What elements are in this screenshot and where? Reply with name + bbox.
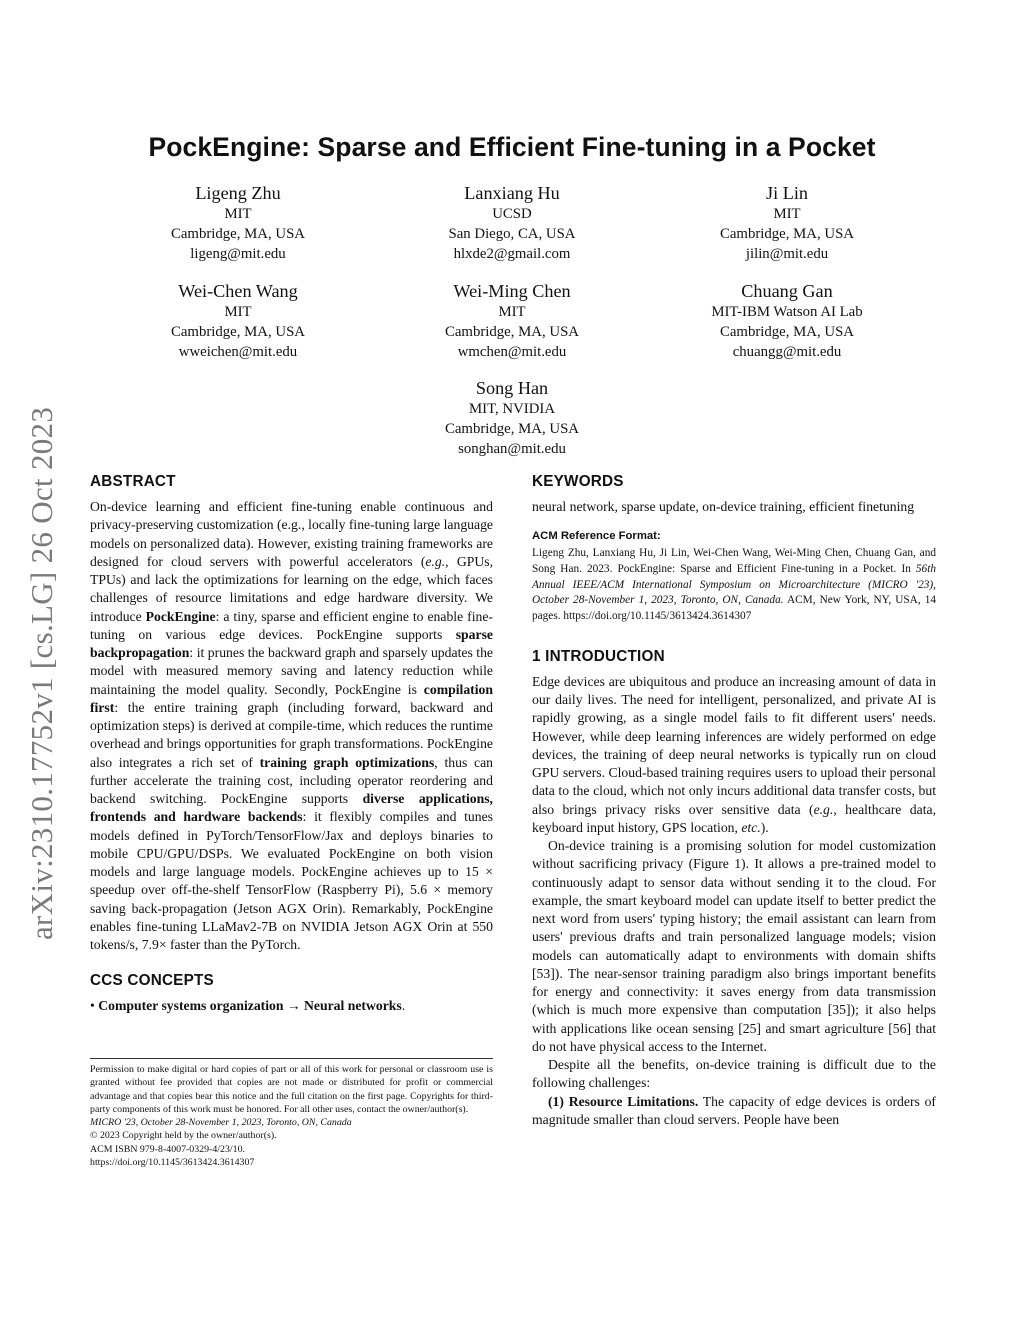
- author-email: ligeng@mit.edu: [190, 246, 286, 262]
- keywords-heading: KEYWORDS: [532, 473, 624, 490]
- permission-notice: [90, 1058, 493, 1169]
- author-email: chuangg@mit.edu: [732, 344, 842, 360]
- author-location: Cambridge, MA, USA: [445, 421, 579, 437]
- author-affiliation: MIT: [224, 304, 252, 320]
- author-name: Chuang Gan: [741, 281, 833, 301]
- author-location: Cambridge, MA, USA: [720, 226, 854, 242]
- ccs-heading: CCS CONCEPTS: [90, 972, 214, 990]
- isbn-line: ACM ISBN 979-8-4007-0329-4/23/10.: [90, 1143, 245, 1155]
- author-location: Cambridge, MA, USA: [171, 324, 305, 340]
- author-email: wweichen@mit.edu: [178, 344, 298, 360]
- author-email: songhan@mit.edu: [458, 441, 566, 457]
- author-block: [108, 280, 368, 362]
- author-affiliation: UCSD: [492, 206, 532, 222]
- right-column: [532, 472, 936, 1129]
- left-column: [90, 472, 493, 1016]
- doi-link[interactable]: https://doi.org/10.1145/3613424.3614307: [90, 1157, 255, 1169]
- acm-reference-text: Ligeng Zhu, Lanxiang Hu, Ji Lin, Wei-Chen Wang, Wei-Ming Chen, Chuang Gan, and Song Han. 2023. PockEngine: Sparse and Efficient Fine-tuning in a Pocket. In 56th Annual IEEE/ACM International Symposium on Microarchitecture (MICRO '23), October 28-November 1, 2023, Toronto, ON, Canada. ACM, New York, NY, USA, 14 pages. https://doi.org/10.1145/3613424.3614307: [532, 547, 936, 623]
- intro-paragraph: On-device training is a promising solution for model customization without sacrificing privacy (Figure 1). It allows a pre-trained model to continuously adapt to sensor data without sending it to the cloud. For example, the smart keyboard model can update itself to better predict the next word from users' typing history; the email assistant can learn from users' previous drafts and train personalized language models; vision models can automatically adapt to environments with domain shifts [53]). The near-sensor training paradigm also brings important benefits for energy and connectivity: it saves energy from data transmission (which is much more expensive than computation [35]); it also helps with applications like ocean sensing [25] and smart agriculture [56] that do not have physical access to the Internet.: [532, 838, 936, 1054]
- author-location: Cambridge, MA, USA: [445, 324, 579, 340]
- abstract-text: On-device learning and efficient fine-tuning enable continuous and privacy-preserving customization (e.g., locally fine-tuning large language models on personalized data). However, existing training frameworks are designed for cloud servers with powerful accelerators (e.g., GPUs, TPUs) and lack the optimizations for learning on the edge, which faces challenges of resource limitations and edge hardware diversity. We introduce PockEngine: a tiny, sparse and efficient engine to enable fine-tuning on various edge devices. PockEngine supports sparse backpropagation: it prunes the backward graph and sparsely updates the model with measured memory saving and latency reduction while maintaining the model quality. Secondly, PockEngine is compilation first: the entire training graph (including forward, backward and optimization steps) is derived at compile-time, which reduces the runtime overhead and brings opportunities for graph transformations. PockEngine also integrates a rich set of training graph optimizations, thus can further accelerate the training cost, including operator reordering and backend switching. PockEngine supports diverse applications, frontends and hardware backends: it flexibly compiles and tunes models defined in PyTorch/TensorFlow/Jax and deploys binaries to mobile CPU/GPU/DSPs. We evaluated PockEngine on both vision models and large language models. PockEngine achieves up to 15 × speedup over off-the-shelf TensorFlow (Raspberry Pi), 5.6 × memory saving back-propagation (Jetson AGX Orin). Remarkably, PockEngine enables fine-tuning LLaMav2-7B on NVIDIA Jetson AGX Orin at 550 tokens/s, 7.9× faster than the PyTorch.: [90, 499, 494, 952]
- author-affiliation: MIT: [773, 206, 801, 222]
- author-name: Song Han: [475, 378, 549, 398]
- author-name: Lanxiang Hu: [464, 183, 560, 203]
- paper-title: PockEngine: Sparse and Efficient Fine-tuning in a Pocket: [148, 132, 876, 162]
- author-email: wmchen@mit.edu: [457, 344, 567, 360]
- ccs-concepts: • Computer systems organization → Neural networks.: [90, 998, 406, 1014]
- author-name: Ji Lin: [766, 183, 808, 203]
- author-location: Cambridge, MA, USA: [720, 324, 854, 340]
- author-block: [382, 182, 642, 264]
- author-name: Wei-Ming Chen: [453, 281, 571, 301]
- author-name: Wei-Chen Wang: [178, 281, 298, 301]
- intro-paragraph: (1) Resource Limitations. The capacity of edge devices is orders of magnitude smaller than cloud servers. People have been: [532, 1093, 936, 1127]
- author-block: [382, 377, 642, 459]
- keywords-text: neural network, sparse update, on-device training, efficient finetuning: [532, 499, 915, 514]
- author-affiliation: MIT, NVIDIA: [468, 401, 556, 417]
- author-name: Ligeng Zhu: [195, 183, 281, 203]
- author-affiliation: MIT: [498, 304, 526, 320]
- abstract-heading: ABSTRACT: [90, 473, 176, 490]
- author-block: [108, 182, 368, 264]
- author-affiliation: MIT-IBM Watson AI Lab: [711, 304, 863, 320]
- author-affiliation: MIT: [224, 206, 252, 222]
- intro-paragraph: Despite all the benefits, on-device training is difficult due to the following challenges:: [532, 1057, 936, 1091]
- acm-reference: [532, 529, 936, 625]
- author-location: Cambridge, MA, USA: [171, 226, 305, 242]
- author-email: hlxde2@gmail.com: [453, 246, 571, 262]
- author-block: [657, 182, 917, 264]
- introduction-heading: 1 INTRODUCTION: [532, 647, 665, 665]
- author-block: [657, 280, 917, 362]
- copyright-line: © 2023 Copyright held by the owner/author(s).: [90, 1130, 277, 1142]
- conference-venue: MICRO '23, October 28-November 1, 2023, Toronto, ON, Canada: [90, 1117, 352, 1129]
- acm-reference-heading: ACM Reference Format:: [532, 530, 661, 543]
- arxiv-identifier: arXiv:2310.17752v1 [cs.LG] 26 Oct 2023: [24, 406, 59, 940]
- intro-paragraph: Edge devices are ubiquitous and produce an increasing amount of data in our daily lives. The need for intelligent, personalized, and private AI is rapidly growing, as a single model fails to fit different users' needs. However, while deep learning inferences are widely performed on edge devices, the training of deep neural networks is typically run on cloud GPU servers. Cloud-based training requires users to upload their personal data to the cloud, which not only incurs additional data transfer costs, but also brings privacy risks over sensitive data (e.g., healthcare data, keyboard input history, GPS location, etc.).: [532, 673, 936, 835]
- author-location: San Diego, CA, USA: [448, 226, 576, 242]
- author-email: jilin@mit.edu: [745, 246, 829, 262]
- author-block: [382, 280, 642, 362]
- permission-text: Permission to make digital or hard copies of part or all of this work for personal or classroom use is granted without fee provided that copies are not made or distributed for profit or commercial advantage and that copies bear this notice and the full citation on the first page. Copyrights for third-party components of this work must be honored. For all other uses, contact the owner/author(s).: [90, 1064, 493, 1115]
